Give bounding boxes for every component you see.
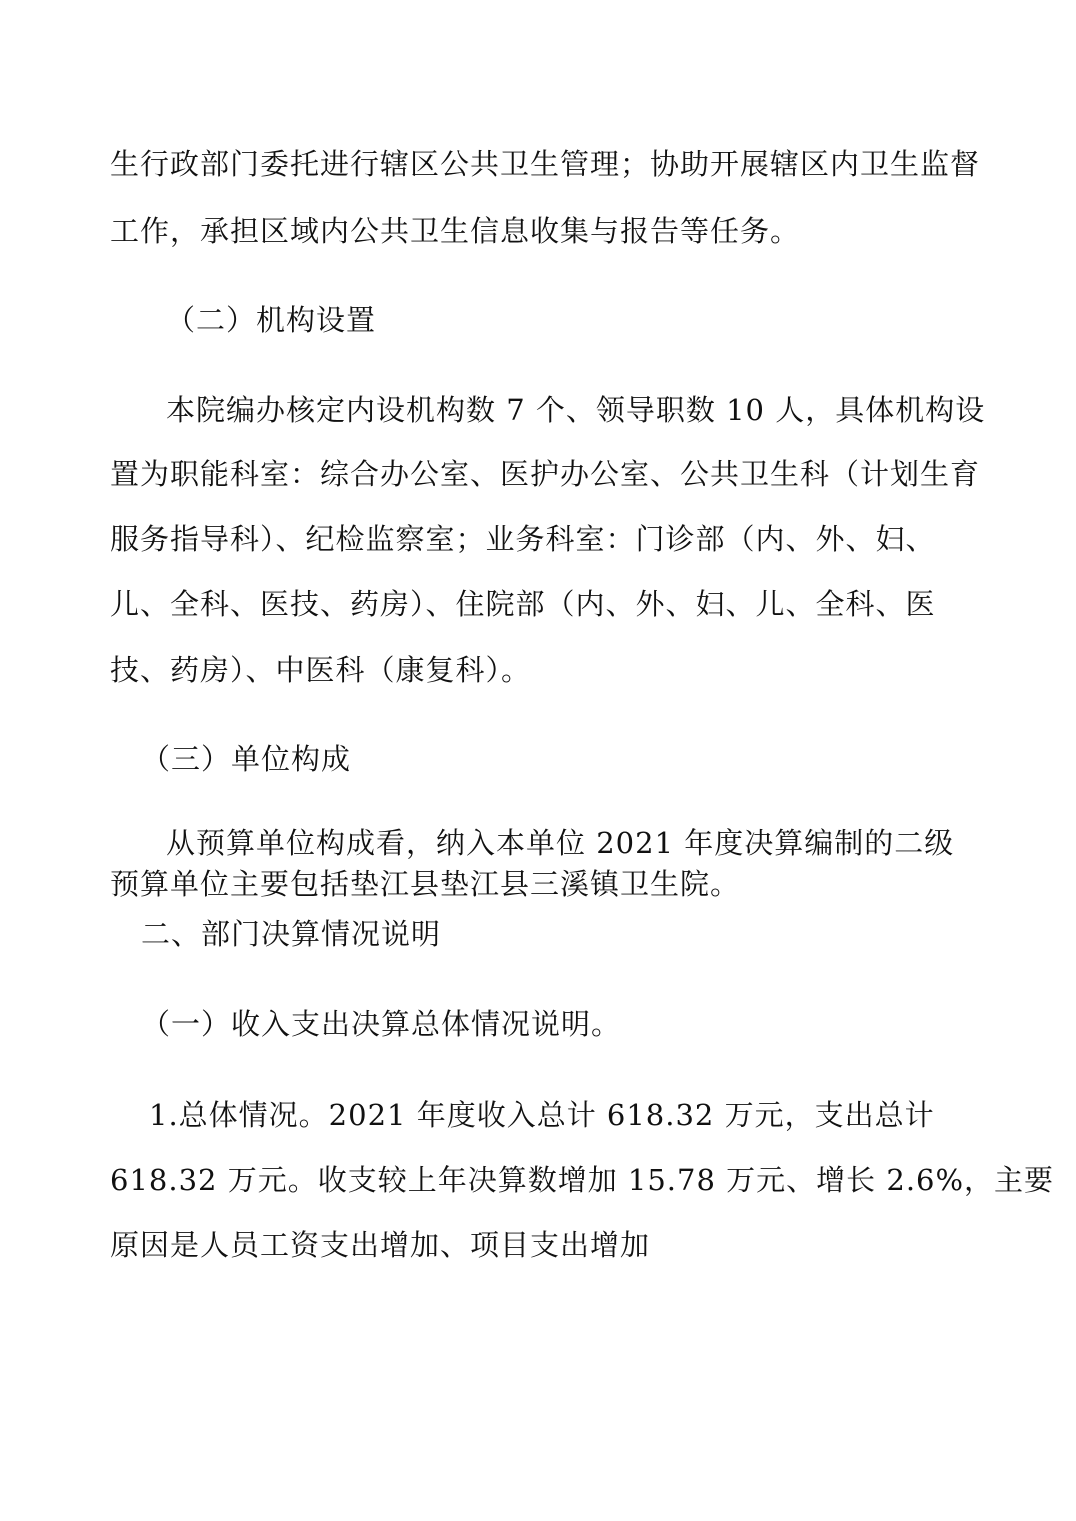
subsection-heading-1: （一）收入支出决算总体情况说明。 [141, 1007, 622, 1041]
paragraph-line: 本院编办核定内设机构数 7 个、领导职数 10 人，具体机构设 [166, 393, 986, 427]
paragraph-line: 预算单位主要包括垫江县垫江县三溪镇卫生院。 [110, 867, 741, 901]
paragraph-line: 原因是人员工资支出增加、项目支出增加 [110, 1228, 651, 1262]
section-heading-2: 二、部门决算情况说明 [141, 917, 442, 951]
paragraph-line: 儿、全科、医技、药房）、住院部（内、外、妇、儿、全科、医 [110, 587, 936, 621]
paragraph-line: 1.总体情况。2021 年度收入总计 618.32 万元，支出总计 [149, 1098, 935, 1132]
section-heading-org: （二）机构设置 [166, 303, 377, 337]
paragraph-line: 618.32 万元。收支较上年决算数增加 15.78 万元、增长 2.6%，主要 [110, 1163, 1055, 1197]
paragraph-line: 技、药房）、中医科（康复科）。 [110, 653, 532, 687]
paragraph-line: 从预算单位构成看，纳入本单位 2021 年度决算编制的二级 [166, 826, 955, 860]
paragraph-line: 置为职能科室：综合办公室、医护办公室、公共卫生科（计划生育 [110, 457, 981, 491]
paragraph-line: 服务指导科）、纪检监察室；业务科室：门诊部（内、外、妇、 [110, 522, 936, 556]
paragraph-line: 生行政部门委托进行辖区公共卫生管理；协助开展辖区内卫生监督 [110, 147, 981, 181]
paragraph-line: 工作，承担区域内公共卫生信息收集与报告等任务。 [110, 214, 801, 248]
section-heading-unit: （三）单位构成 [141, 742, 352, 776]
